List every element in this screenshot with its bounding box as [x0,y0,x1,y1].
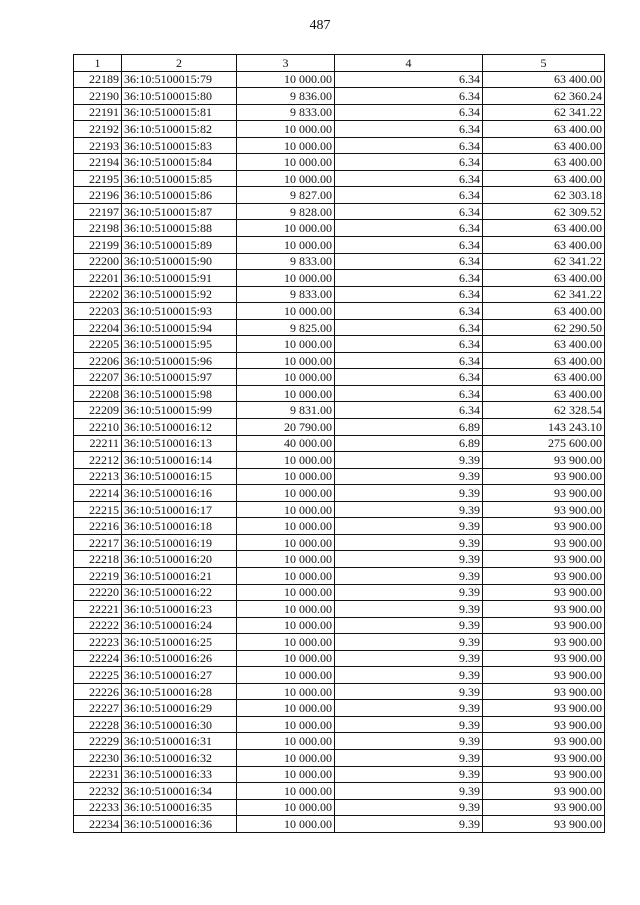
table-row [74,816,605,833]
cell-area: 10 000.00 [237,749,335,766]
table-row [74,683,605,700]
cell-rate: 9.39 [335,452,483,469]
cell-area: 10 000.00 [237,783,335,800]
cell-value: 93 900.00 [483,683,605,700]
cell-cadastral-number: 36:10:5100015:79 [122,71,237,88]
cell-value: 93 900.00 [483,783,605,800]
cell-area: 10 000.00 [237,501,335,518]
cell-value: 93 900.00 [483,749,605,766]
cell-row-number: 22227 [74,700,122,717]
cell-value: 93 900.00 [483,534,605,551]
page-number: 487 [309,18,331,33]
table-row [74,319,605,336]
cell-rate: 9.39 [335,733,483,750]
cell-value: 62 328.54 [483,402,605,419]
cell-row-number: 22218 [74,551,122,568]
column-header-2: 2 [122,55,237,72]
table-row [74,716,605,733]
cell-value: 63 400.00 [483,303,605,320]
cell-row-number: 22200 [74,253,122,270]
table-row [74,137,605,154]
cell-row-number: 22192 [74,121,122,138]
cell-cadastral-number: 36:10:5100016:34 [122,783,237,800]
cell-cadastral-number: 36:10:5100016:21 [122,567,237,584]
cell-rate: 9.39 [335,551,483,568]
cell-rate: 9.39 [335,700,483,717]
cell-rate: 9.39 [335,485,483,502]
cell-value: 93 900.00 [483,650,605,667]
cell-area: 10 000.00 [237,137,335,154]
cell-rate: 9.39 [335,650,483,667]
cell-rate: 9.39 [335,716,483,733]
cell-row-number: 22205 [74,336,122,353]
table-row [74,253,605,270]
table-row [74,667,605,684]
cell-row-number: 22216 [74,518,122,535]
cell-cadastral-number: 36:10:5100016:24 [122,617,237,634]
cell-area: 9 833.00 [237,253,335,270]
cell-value: 63 400.00 [483,121,605,138]
cell-row-number: 22212 [74,452,122,469]
cell-area: 10 000.00 [237,468,335,485]
cell-row-number: 22199 [74,237,122,254]
cell-cadastral-number: 36:10:5100016:15 [122,468,237,485]
cell-cadastral-number: 36:10:5100016:32 [122,749,237,766]
cell-rate: 6.34 [335,137,483,154]
cell-value: 93 900.00 [483,617,605,634]
column-header-3: 3 [237,55,335,72]
cell-area: 10 000.00 [237,220,335,237]
cell-row-number: 22210 [74,419,122,436]
cell-cadastral-number: 36:10:5100015:83 [122,137,237,154]
cell-cadastral-number: 36:10:5100015:86 [122,187,237,204]
cell-cadastral-number: 36:10:5100015:81 [122,104,237,121]
cell-cadastral-number: 36:10:5100015:93 [122,303,237,320]
cell-row-number: 22211 [74,435,122,452]
cell-row-number: 22196 [74,187,122,204]
cell-value: 93 900.00 [483,551,605,568]
cell-value: 275 600.00 [483,435,605,452]
cell-value: 93 900.00 [483,485,605,502]
cell-rate: 6.34 [335,104,483,121]
table-row [74,501,605,518]
cell-rate: 9.39 [335,816,483,833]
cell-cadastral-number: 36:10:5100015:89 [122,237,237,254]
cell-area: 10 000.00 [237,385,335,402]
table-row [74,551,605,568]
cell-value: 63 400.00 [483,352,605,369]
cell-cadastral-number: 36:10:5100015:92 [122,286,237,303]
cell-cadastral-number: 36:10:5100016:31 [122,733,237,750]
table-row [74,435,605,452]
cell-area: 10 000.00 [237,799,335,816]
cell-row-number: 22197 [74,203,122,220]
cell-value: 93 900.00 [483,700,605,717]
table-row [74,749,605,766]
cell-row-number: 22190 [74,88,122,105]
cell-area: 10 000.00 [237,816,335,833]
cell-value: 93 900.00 [483,799,605,816]
cell-value: 93 900.00 [483,733,605,750]
cell-rate: 6.34 [335,121,483,138]
cell-row-number: 22202 [74,286,122,303]
cell-value: 62 360.24 [483,88,605,105]
table-row [74,270,605,287]
table-row [74,799,605,816]
table-row [74,187,605,204]
cell-row-number: 22215 [74,501,122,518]
cell-area: 10 000.00 [237,485,335,502]
cell-value: 93 900.00 [483,816,605,833]
cell-area: 10 000.00 [237,237,335,254]
table-row [74,584,605,601]
table-row [74,385,605,402]
cell-row-number: 22208 [74,385,122,402]
cell-value: 143 243.10 [483,419,605,436]
cell-cadastral-number: 36:10:5100016:12 [122,419,237,436]
cell-row-number: 22221 [74,601,122,618]
cell-cadastral-number: 36:10:5100015:94 [122,319,237,336]
cell-value: 93 900.00 [483,567,605,584]
table-row [74,766,605,783]
cell-cadastral-number: 36:10:5100015:97 [122,369,237,386]
cell-area: 10 000.00 [237,667,335,684]
cell-rate: 6.34 [335,270,483,287]
cell-value: 63 400.00 [483,270,605,287]
cell-rate: 6.34 [335,220,483,237]
table-row [74,733,605,750]
cell-cadastral-number: 36:10:5100015:84 [122,154,237,171]
cell-rate: 9.39 [335,518,483,535]
cell-value: 63 400.00 [483,71,605,88]
cell-area: 9 833.00 [237,104,335,121]
cell-row-number: 22214 [74,485,122,502]
header-row [74,55,605,72]
column-header-4: 4 [335,55,483,72]
cell-rate: 6.89 [335,435,483,452]
cell-cadastral-number: 36:10:5100016:35 [122,799,237,816]
cell-row-number: 22209 [74,402,122,419]
cell-rate: 6.89 [335,419,483,436]
cell-row-number: 22232 [74,783,122,800]
cell-rate: 6.34 [335,352,483,369]
cell-row-number: 22229 [74,733,122,750]
cell-area: 10 000.00 [237,154,335,171]
cell-cadastral-number: 36:10:5100015:99 [122,402,237,419]
table-row [74,170,605,187]
cell-row-number: 22204 [74,319,122,336]
cell-rate: 9.39 [335,749,483,766]
table-row [74,286,605,303]
cell-area: 10 000.00 [237,303,335,320]
cell-rate: 9.39 [335,501,483,518]
cell-cadastral-number: 36:10:5100016:22 [122,584,237,601]
cell-cadastral-number: 36:10:5100015:80 [122,88,237,105]
cell-cadastral-number: 36:10:5100016:27 [122,667,237,684]
cell-rate: 6.34 [335,385,483,402]
cell-rate: 6.34 [335,203,483,220]
cell-row-number: 22230 [74,749,122,766]
cell-rate: 6.34 [335,237,483,254]
cell-rate: 9.39 [335,617,483,634]
cell-rate: 6.34 [335,88,483,105]
table-row [74,534,605,551]
cell-value: 62 341.22 [483,253,605,270]
table-row [74,617,605,634]
cell-row-number: 22233 [74,799,122,816]
cell-row-number: 22225 [74,667,122,684]
cell-area: 10 000.00 [237,369,335,386]
cell-cadastral-number: 36:10:5100016:36 [122,816,237,833]
cell-row-number: 22206 [74,352,122,369]
cell-value: 63 400.00 [483,154,605,171]
cell-cadastral-number: 36:10:5100016:33 [122,766,237,783]
table-row [74,452,605,469]
cell-area: 9 836.00 [237,88,335,105]
cell-cadastral-number: 36:10:5100016:28 [122,683,237,700]
cell-value: 93 900.00 [483,584,605,601]
cell-area: 10 000.00 [237,270,335,287]
cell-area: 10 000.00 [237,71,335,88]
cell-value: 93 900.00 [483,601,605,618]
table-row [74,121,605,138]
cell-row-number: 22195 [74,170,122,187]
cell-row-number: 22228 [74,716,122,733]
cell-area: 10 000.00 [237,567,335,584]
cell-cadastral-number: 36:10:5100015:95 [122,336,237,353]
cell-row-number: 22217 [74,534,122,551]
table-body [74,71,605,832]
cell-area: 10 000.00 [237,584,335,601]
cell-value: 93 900.00 [483,501,605,518]
cell-rate: 6.34 [335,402,483,419]
cell-cadastral-number: 36:10:5100016:23 [122,601,237,618]
cell-rate: 6.34 [335,303,483,320]
cell-rate: 6.34 [335,369,483,386]
cell-area: 10 000.00 [237,650,335,667]
cell-value: 63 400.00 [483,137,605,154]
cell-rate: 9.39 [335,534,483,551]
table-row [74,303,605,320]
table-row [74,402,605,419]
cell-row-number: 22219 [74,567,122,584]
table-row [74,352,605,369]
cell-cadastral-number: 36:10:5100015:91 [122,270,237,287]
cell-cadastral-number: 36:10:5100016:16 [122,485,237,502]
cell-value: 62 290.50 [483,319,605,336]
cell-cadastral-number: 36:10:5100016:17 [122,501,237,518]
cell-cadastral-number: 36:10:5100015:98 [122,385,237,402]
table-row [74,71,605,88]
table-row [74,567,605,584]
cell-cadastral-number: 36:10:5100015:88 [122,220,237,237]
cell-value: 93 900.00 [483,766,605,783]
cell-value: 63 400.00 [483,369,605,386]
cell-area: 10 000.00 [237,766,335,783]
cell-area: 40 000.00 [237,435,335,452]
table-row [74,203,605,220]
cell-area: 10 000.00 [237,170,335,187]
table-row [74,237,605,254]
table-row [74,468,605,485]
table-row [74,783,605,800]
cell-rate: 9.39 [335,667,483,684]
cell-cadastral-number: 36:10:5100016:25 [122,634,237,651]
cell-value: 62 303.18 [483,187,605,204]
cell-value: 93 900.00 [483,468,605,485]
table-row [74,369,605,386]
cell-value: 63 400.00 [483,220,605,237]
table-header [74,55,605,72]
cell-row-number: 22201 [74,270,122,287]
cell-cadastral-number: 36:10:5100015:96 [122,352,237,369]
cell-rate: 6.34 [335,319,483,336]
cell-rate: 9.39 [335,567,483,584]
cell-area: 10 000.00 [237,336,335,353]
cell-area: 10 000.00 [237,683,335,700]
table-row [74,700,605,717]
cell-value: 93 900.00 [483,518,605,535]
cell-rate: 6.34 [335,71,483,88]
cell-area: 10 000.00 [237,733,335,750]
column-header-5: 5 [483,55,605,72]
cell-area: 10 000.00 [237,452,335,469]
cell-area: 20 790.00 [237,419,335,436]
cell-area: 9 825.00 [237,319,335,336]
table-row [74,419,605,436]
cell-row-number: 22226 [74,683,122,700]
cell-row-number: 22222 [74,617,122,634]
table-row [74,220,605,237]
cell-value: 63 400.00 [483,385,605,402]
cell-value: 63 400.00 [483,237,605,254]
table-row [74,104,605,121]
cell-row-number: 22213 [74,468,122,485]
cell-rate: 9.39 [335,683,483,700]
cell-rate: 9.39 [335,799,483,816]
cell-cadastral-number: 36:10:5100016:14 [122,452,237,469]
cell-row-number: 22231 [74,766,122,783]
cell-rate: 9.39 [335,584,483,601]
cell-rate: 6.34 [335,187,483,204]
cell-area: 9 831.00 [237,402,335,419]
cell-rate: 9.39 [335,468,483,485]
cell-cadastral-number: 36:10:5100016:18 [122,518,237,535]
table-row [74,518,605,535]
cell-row-number: 22198 [74,220,122,237]
cell-value: 93 900.00 [483,667,605,684]
cell-area: 10 000.00 [237,634,335,651]
column-header-1: 1 [74,55,122,72]
cell-row-number: 22203 [74,303,122,320]
cell-cadastral-number: 36:10:5100016:29 [122,700,237,717]
cell-cadastral-number: 36:10:5100016:20 [122,551,237,568]
cell-cadastral-number: 36:10:5100016:13 [122,435,237,452]
table-row [74,485,605,502]
cell-value: 63 400.00 [483,170,605,187]
cell-area: 10 000.00 [237,121,335,138]
cell-cadastral-number: 36:10:5100016:19 [122,534,237,551]
cell-value: 93 900.00 [483,634,605,651]
cell-rate: 9.39 [335,601,483,618]
cell-row-number: 22223 [74,634,122,651]
cell-rate: 6.34 [335,286,483,303]
cell-rate: 9.39 [335,766,483,783]
table-row [74,154,605,171]
cell-row-number: 22189 [74,71,122,88]
cell-rate: 6.34 [335,170,483,187]
table-row [74,601,605,618]
cell-row-number: 22224 [74,650,122,667]
cell-rate: 9.39 [335,634,483,651]
cell-area: 9 827.00 [237,187,335,204]
cell-area: 10 000.00 [237,518,335,535]
cell-area: 9 833.00 [237,286,335,303]
cell-value: 62 341.22 [483,286,605,303]
cell-area: 9 828.00 [237,203,335,220]
cell-value: 62 309.52 [483,203,605,220]
cell-row-number: 22194 [74,154,122,171]
cell-row-number: 22191 [74,104,122,121]
table-row [74,634,605,651]
cell-row-number: 22234 [74,816,122,833]
cell-value: 93 900.00 [483,716,605,733]
cell-cadastral-number: 36:10:5100015:85 [122,170,237,187]
cell-area: 10 000.00 [237,352,335,369]
cell-rate: 6.34 [335,253,483,270]
cell-value: 93 900.00 [483,452,605,469]
cell-cadastral-number: 36:10:5100015:82 [122,121,237,138]
cell-value: 62 341.22 [483,104,605,121]
table-row [74,88,605,105]
cell-row-number: 22193 [74,137,122,154]
table-row [74,650,605,667]
cell-area: 10 000.00 [237,534,335,551]
cell-rate: 9.39 [335,783,483,800]
land-plot-table [73,54,605,833]
cell-row-number: 22220 [74,584,122,601]
cell-cadastral-number: 36:10:5100015:90 [122,253,237,270]
cell-cadastral-number: 36:10:5100016:26 [122,650,237,667]
cell-area: 10 000.00 [237,700,335,717]
cell-area: 10 000.00 [237,716,335,733]
cell-cadastral-number: 36:10:5100015:87 [122,203,237,220]
cell-cadastral-number: 36:10:5100016:30 [122,716,237,733]
cell-area: 10 000.00 [237,601,335,618]
cell-rate: 6.34 [335,154,483,171]
cell-area: 10 000.00 [237,617,335,634]
cell-area: 10 000.00 [237,551,335,568]
cell-value: 63 400.00 [483,336,605,353]
cell-rate: 6.34 [335,336,483,353]
table-row [74,336,605,353]
cell-row-number: 22207 [74,369,122,386]
